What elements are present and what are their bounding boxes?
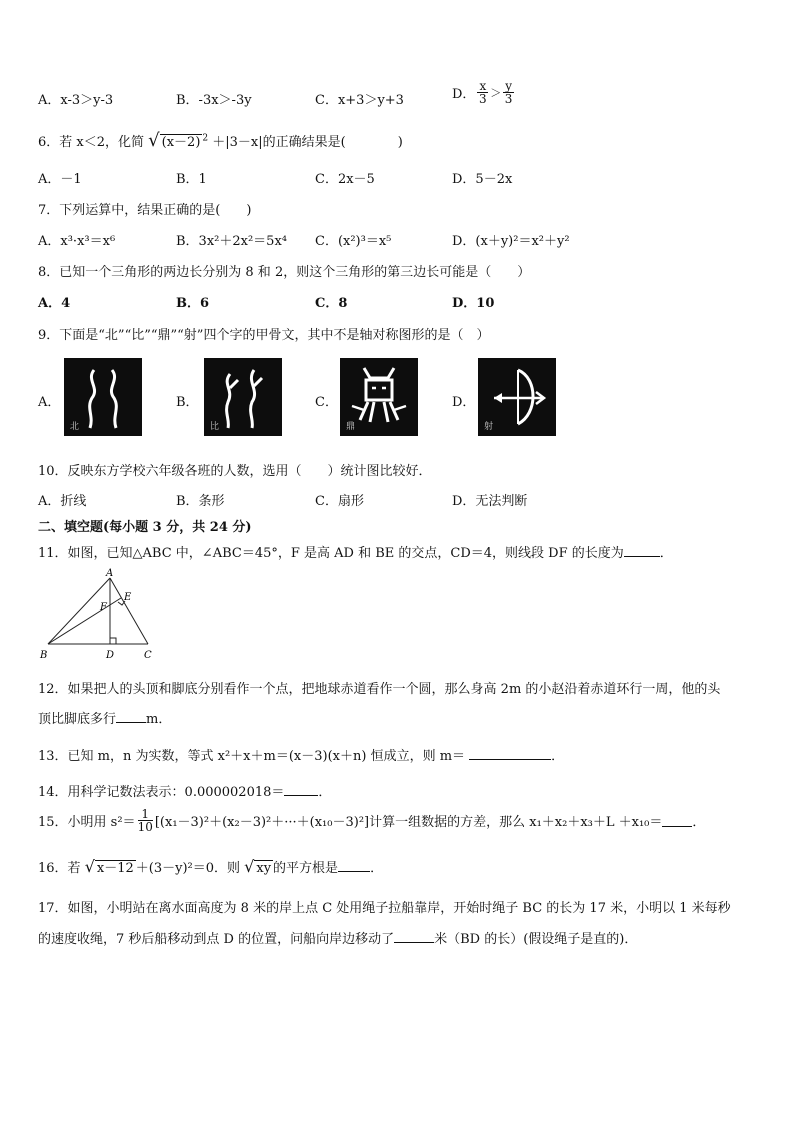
q15-bracket: [(x₁－3)²＋(x₂－3)²＋···＋(x₁₀－3)²] — [154, 815, 370, 830]
q16-mid: ＋(3－y)²＝0．则 — [135, 861, 241, 876]
q14-answer-blank[interactable] — [284, 783, 318, 796]
q5-option-d — [452, 80, 516, 105]
q11-text: 11．如图，已知△ABC 中，∠ABC＝45°，F 是高 AD 和 BE 的交点，CD＝4，则线段 DF 的长度为 — [38, 546, 624, 561]
q6-before: 6．若 x＜2，化简 — [38, 135, 145, 150]
q5-d-frac-y — [503, 80, 514, 105]
q5-option-b: B．-3x＞-3y — [176, 93, 252, 108]
q12-text: 顶比脚底多行 — [38, 712, 117, 727]
q5-d-prefix: D． — [452, 87, 476, 102]
oracle-she-caption: 射 — [484, 422, 494, 432]
q17-line2 — [38, 928, 637, 947]
oracle-ding-caption: 鼎 — [346, 422, 356, 432]
oracle-she-image — [478, 358, 556, 436]
q17-tail: 米（BD 的长）(假设绳子是直的)． — [434, 932, 638, 947]
q16-rad1: x－12 — [96, 861, 134, 876]
q10-option-d: D．无法判断 — [452, 494, 528, 509]
sqrt-sign-1: √ — [84, 857, 95, 876]
q8-option-a: A．4 — [38, 296, 71, 311]
q17-text: 的速度收绳，7 秒后船移动到点 D 的位置，问船向岸边移动了 — [38, 932, 395, 947]
q12-answer-blank[interactable] — [116, 710, 146, 723]
q6-after: ＋|3－x|的正确结果是( ) — [212, 135, 403, 150]
q11-stem — [38, 542, 673, 561]
q12-line1: 12．如果把人的头顶和脚底分别看作一个点，把地球赤道看作一个圆，那么身高 2m 的小赵沿着赤道环行一周，他的头 — [38, 682, 721, 697]
sqrt-sign: √ — [148, 130, 160, 151]
q15-prefix: 15．小明用 s²＝ — [38, 815, 136, 830]
q13-answer-blank[interactable] — [469, 747, 551, 760]
q14-stem — [38, 781, 331, 800]
q9-label-d: D． — [452, 395, 476, 410]
triangle-figure — [36, 568, 160, 664]
q16-tail: ． — [370, 861, 384, 876]
q15-num: 1 — [138, 808, 153, 821]
q13-stem — [38, 745, 564, 764]
q8-stem: 8．已知一个三角形的两边长分别为 8 和 2，则这个三角形的第三边长可能是（ ） — [38, 265, 531, 280]
q10-option-b: B．条形 — [176, 494, 225, 509]
q15-den: 10 — [137, 820, 153, 834]
q10-stem: 10．反映东方学校六年级各班的人数，选用（ ）统计图比较好． — [38, 464, 432, 479]
label-d: D — [106, 650, 115, 661]
q17-answer-blank[interactable] — [394, 930, 434, 943]
label-e: E — [124, 592, 132, 603]
q9-label-c: C． — [315, 395, 338, 410]
q13-tail: ． — [551, 749, 565, 764]
q16-stem — [38, 857, 383, 876]
q12-line2 — [38, 708, 171, 727]
q15-answer-blank[interactable] — [662, 814, 692, 827]
q11-tail: ． — [659, 546, 673, 561]
q6-option-c: C．2x－5 — [315, 172, 375, 187]
q8-option-b: B．6 — [176, 296, 210, 311]
q7-option-d: D．(x＋y)²＝x²＋y² — [452, 234, 570, 249]
q7-stem: 7．下列运算中，结果正确的是( ) — [38, 203, 252, 218]
oracle-ding-image — [340, 358, 418, 436]
label-b: B — [40, 650, 48, 661]
q9-label-b: B． — [176, 395, 199, 410]
q14-tail: ． — [318, 785, 332, 800]
label-f: F — [100, 602, 107, 613]
q6-option-d: D．5－2x — [452, 172, 513, 187]
section-title: 二、填空题(每小题 3 分，共 24 分) — [38, 520, 252, 535]
q8-option-c: C．8 — [315, 296, 348, 311]
q16-answer-blank[interactable] — [338, 859, 370, 872]
q15-fraction — [138, 808, 153, 833]
q7-option-c: C．(x²)³＝x⁵ — [315, 234, 392, 249]
q16-prefix: 16．若 — [38, 861, 81, 876]
label-a: A — [106, 568, 114, 579]
oracle-bi-image — [204, 358, 282, 436]
q9-stem: 9．下面是“北”“比”“鼎”“射”四个字的甲骨文，其中不是轴对称图形的是（ ） — [38, 328, 490, 343]
q15-stem — [38, 808, 705, 833]
oracle-bei-caption: 北 — [70, 422, 80, 432]
label-c: C — [144, 650, 152, 661]
q5-option-c: C．x+3＞y+3 — [315, 93, 404, 108]
oracle-bei-image — [64, 358, 142, 436]
q5-option-a: A．x-3＞y-3 — [38, 93, 114, 108]
q15-suffix: 计算一组数据的方差，那么 x₁＋x₂＋x₃＋L ＋x₁₀＝ — [369, 815, 663, 830]
q17-line1: 17．如图，小明站在离水面高度为 8 米的岸上点 C 处用绳子拉船靠岸，开始时绳子 BC 的长为 17 米，小明以 1 米每秒 — [38, 901, 731, 916]
q14-text: 14．用科学记数法表示：0.000002018＝ — [38, 785, 285, 800]
q10-option-c: C．扇形 — [315, 494, 364, 509]
q6-option-a: A．－1 — [38, 172, 82, 187]
q10-option-a: A．折线 — [38, 494, 87, 509]
q5-d-den-1: 3 — [479, 92, 487, 106]
q5-d-gt: ＞ — [490, 86, 502, 100]
sqrt-sign-2: √ — [244, 857, 255, 876]
q8-option-d: D．10 — [452, 296, 495, 311]
q5-d-num-y: y — [505, 79, 512, 93]
q6-option-b: B．1 — [176, 172, 207, 187]
q13-text: 13．已知 m，n 为实数，等式 x²＋x＋m＝(x－3)(x＋n) 恒成立，则 m＝ — [38, 749, 466, 764]
q9-label-a: A． — [38, 395, 61, 410]
q15-tail: ． — [692, 815, 706, 830]
q6-stem — [38, 130, 403, 151]
q12-tail: m． — [146, 712, 172, 727]
q16-suffix: 的平方根是 — [273, 861, 339, 876]
q7-option-a: A．x³·x³＝x⁶ — [38, 234, 116, 249]
q5-d-num-x: x — [479, 79, 487, 93]
q5-d-den-2: 3 — [504, 92, 513, 106]
q16-rad2: xy — [256, 861, 272, 876]
q7-option-b: B．3x²＋2x²＝5x⁴ — [176, 234, 287, 249]
q11-answer-blank[interactable] — [624, 544, 660, 557]
oracle-bi-caption: 比 — [210, 422, 220, 432]
q6-radicand: (x－2) — [161, 135, 201, 150]
q6-exp: 2 — [202, 133, 209, 144]
q5-d-frac-x — [477, 80, 488, 105]
